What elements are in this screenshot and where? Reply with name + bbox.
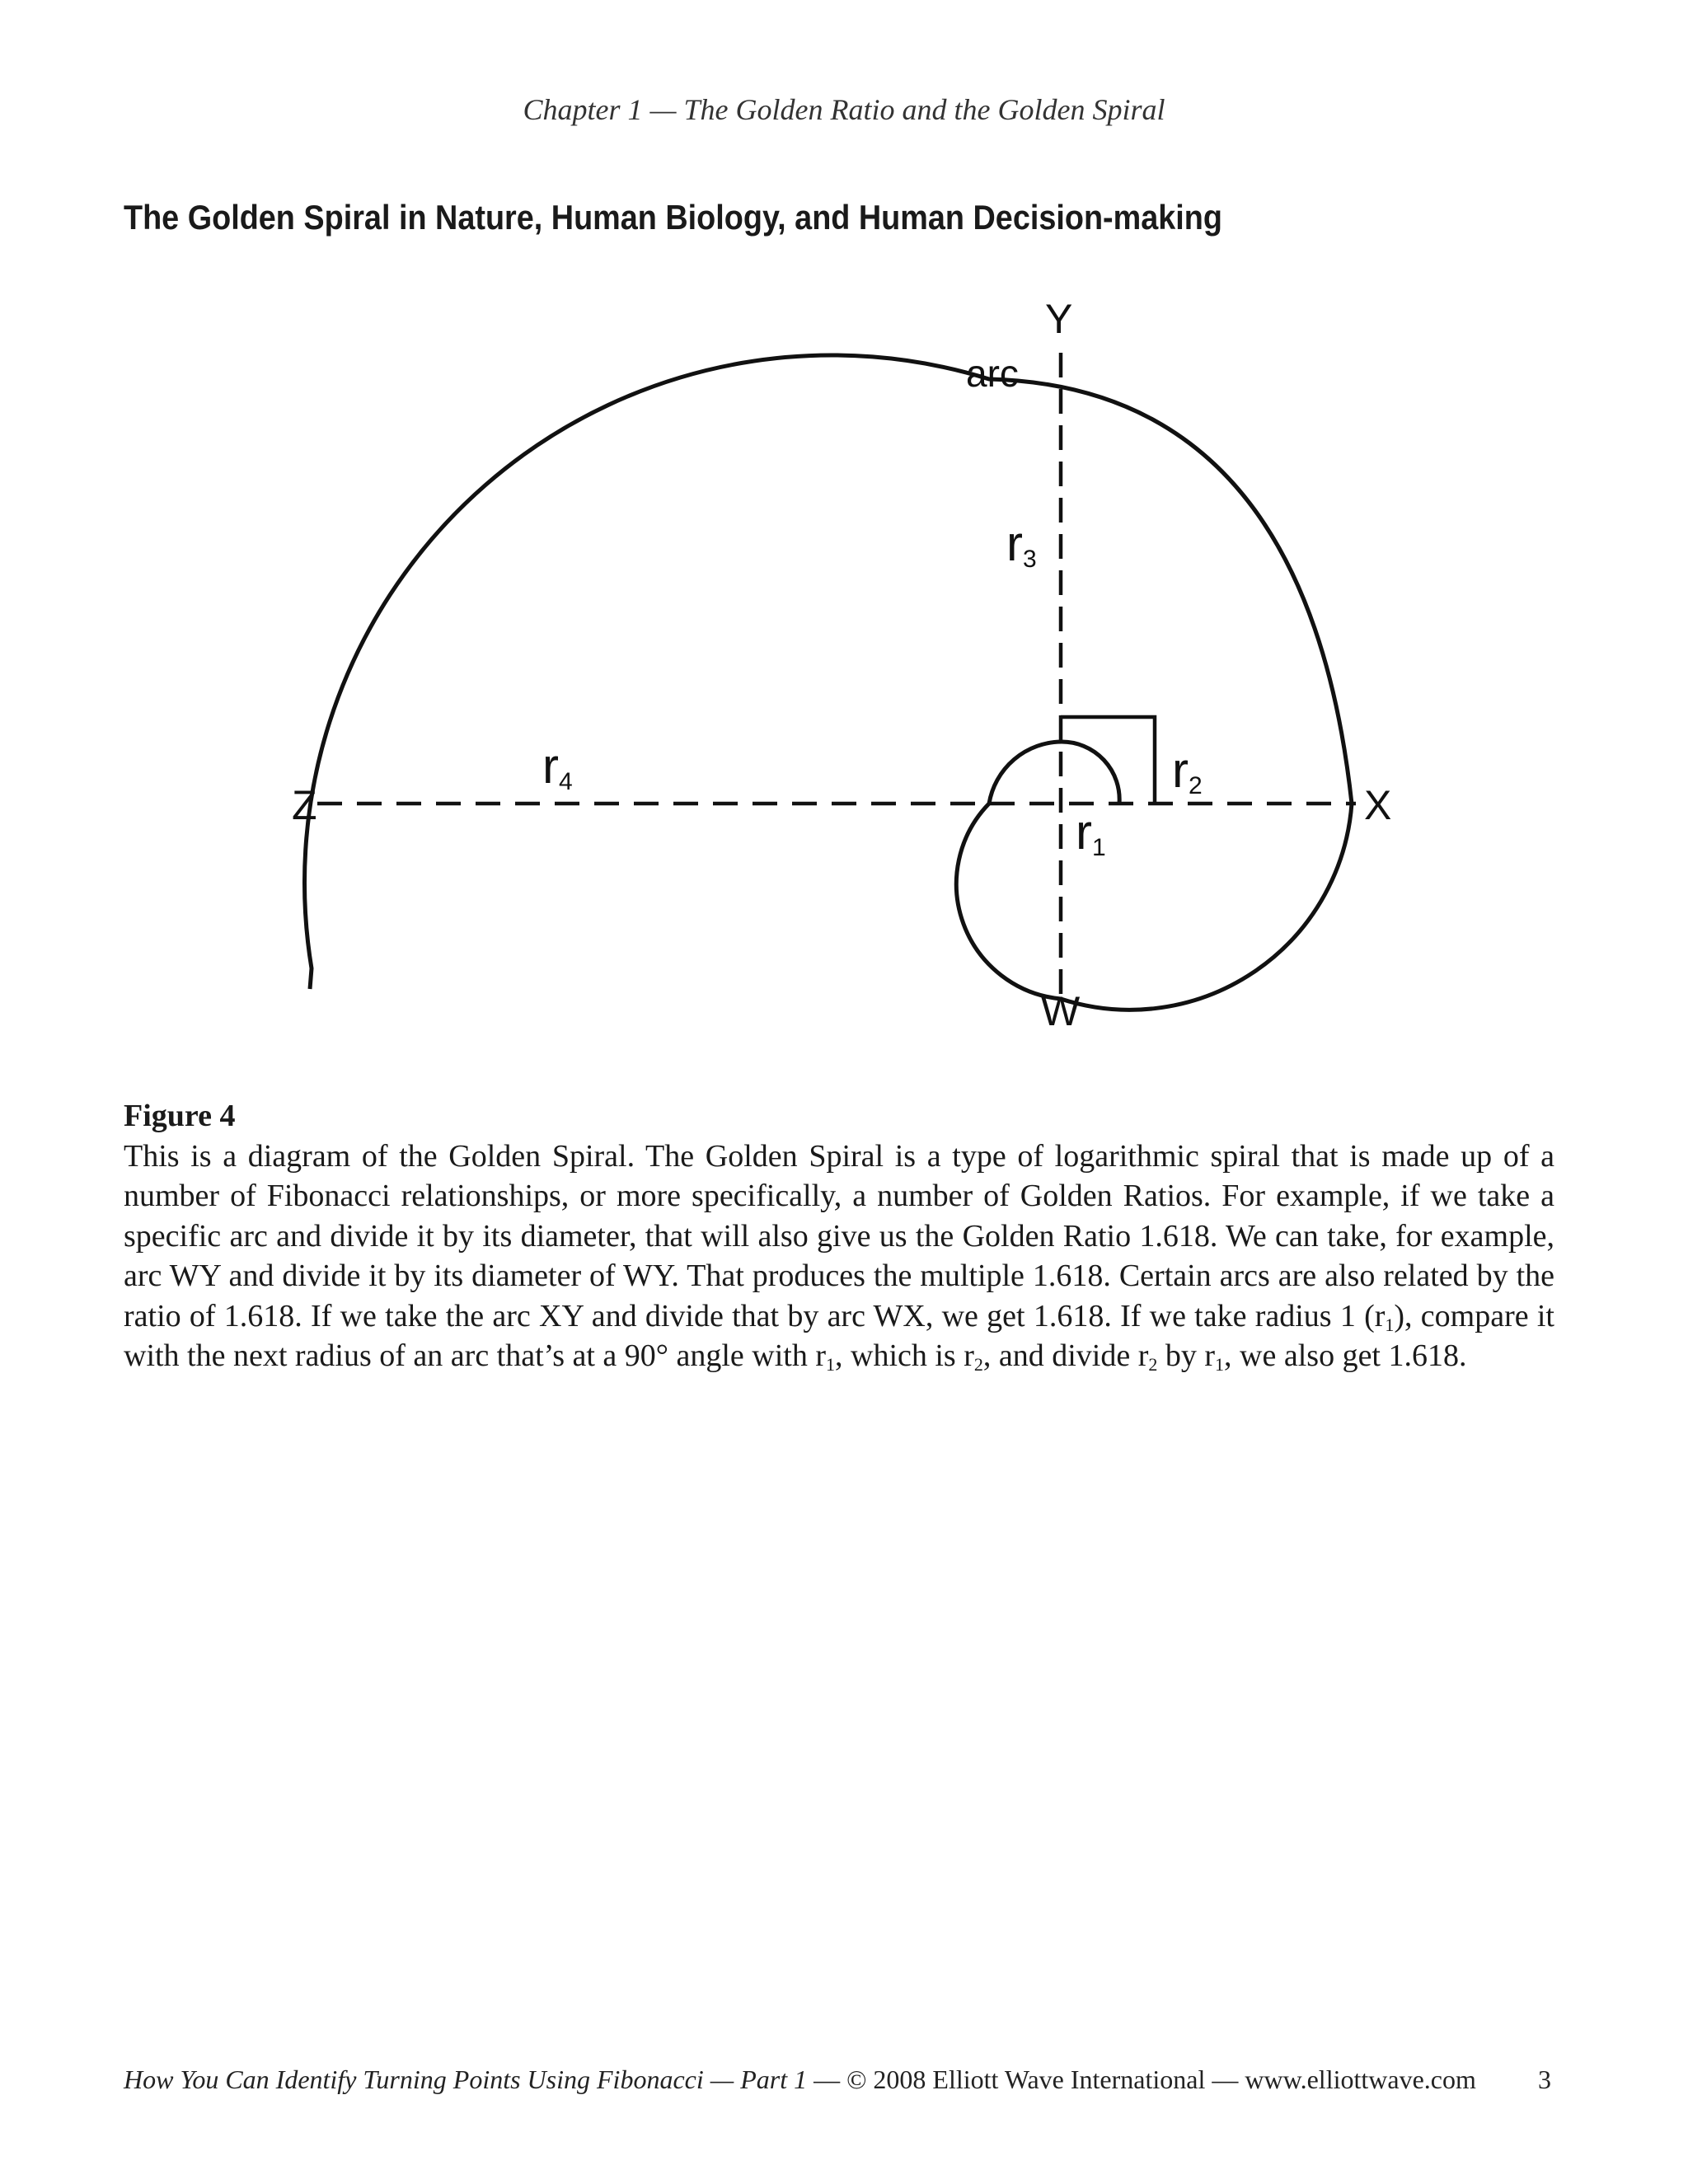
caption-title: Figure 4 <box>124 1099 236 1133</box>
page-number: 3 <box>1538 2064 1551 2094</box>
radius-r2-letter: r <box>1172 743 1189 798</box>
radius-r2-subscript: 2 <box>1188 772 1203 799</box>
caption-subscript: 1 <box>826 1354 835 1375</box>
caption-text: , and divide r <box>982 1338 1149 1373</box>
radius-r2-label <box>1172 743 1203 799</box>
radius-r4-label <box>542 738 573 795</box>
running-head: Chapter 1 — The Golden Ratio and the Golden Spiral <box>523 93 1165 126</box>
point-x-label: X <box>1364 782 1392 828</box>
point-y-label: Y <box>1045 296 1073 342</box>
caption-text: ), compare it with the next radius of an arc that’s at a 90° angle with r <box>124 1298 1554 1373</box>
golden-spiral-diagram <box>247 280 1442 1055</box>
caption-text: , we also get 1.618. <box>1224 1338 1467 1373</box>
arc-label: arc <box>966 352 1019 395</box>
radius-r3-label <box>1006 516 1037 573</box>
spiral-curve <box>304 352 1352 1010</box>
caption-subscript: 1 <box>1215 1354 1225 1375</box>
footer-book-title: How You Can Identify Turning Points Using Fibonacci — Part 1 <box>124 2064 808 2094</box>
point-w-label: W <box>1041 988 1081 1034</box>
page-footer <box>124 2064 1554 2095</box>
section-title: The Golden Spiral in Nature, Human Biology, and Human Decision-making <box>124 198 1222 237</box>
caption-text: This is a diagram of the Golden Spiral. The Golden Spiral is a type of logarithmic spiral that is made up of a number of Fibonacci relationships, or more specifically, a number of Golden Ratios. For example, if we take a specific arc and divide it by its diameter, that will also give us the Golden Ratio 1.618. We can take, for example, arc WY and divide it by its diameter of WY. That produces the multiple 1.618. Certain arcs are also related by the ratio of 1.618. If we take the arc XY and divide that by arc WX, we get 1.618. If we take radius 1 (r <box>124 1138 1554 1333</box>
radius-r3-letter: r <box>1006 516 1023 571</box>
radius-r4-letter: r <box>542 738 559 794</box>
caption-subscript: 2 <box>973 1354 983 1375</box>
footer-copyright: — © 2008 Elliott Wave International — www.elliottwave.com <box>807 2064 1476 2094</box>
radius-r1-subscript: 1 <box>1091 834 1106 861</box>
caption-text: by r <box>1157 1338 1216 1373</box>
point-z-label: Z <box>292 782 317 828</box>
figure-caption <box>124 1096 1554 1376</box>
radius-r1-letter: r <box>1076 804 1092 860</box>
caption-body <box>124 1137 1554 1376</box>
radius-r1-label <box>1076 804 1106 861</box>
caption-subscript: 2 <box>1148 1354 1158 1375</box>
caption-subscript: 1 <box>1385 1314 1395 1335</box>
radius-r4-subscript: 4 <box>558 768 573 795</box>
right-angle-marker <box>1061 717 1155 804</box>
golden-spiral-figure <box>247 280 1442 1055</box>
caption-text: , which is r <box>835 1338 974 1373</box>
radius-r3-subscript: 3 <box>1022 546 1037 573</box>
